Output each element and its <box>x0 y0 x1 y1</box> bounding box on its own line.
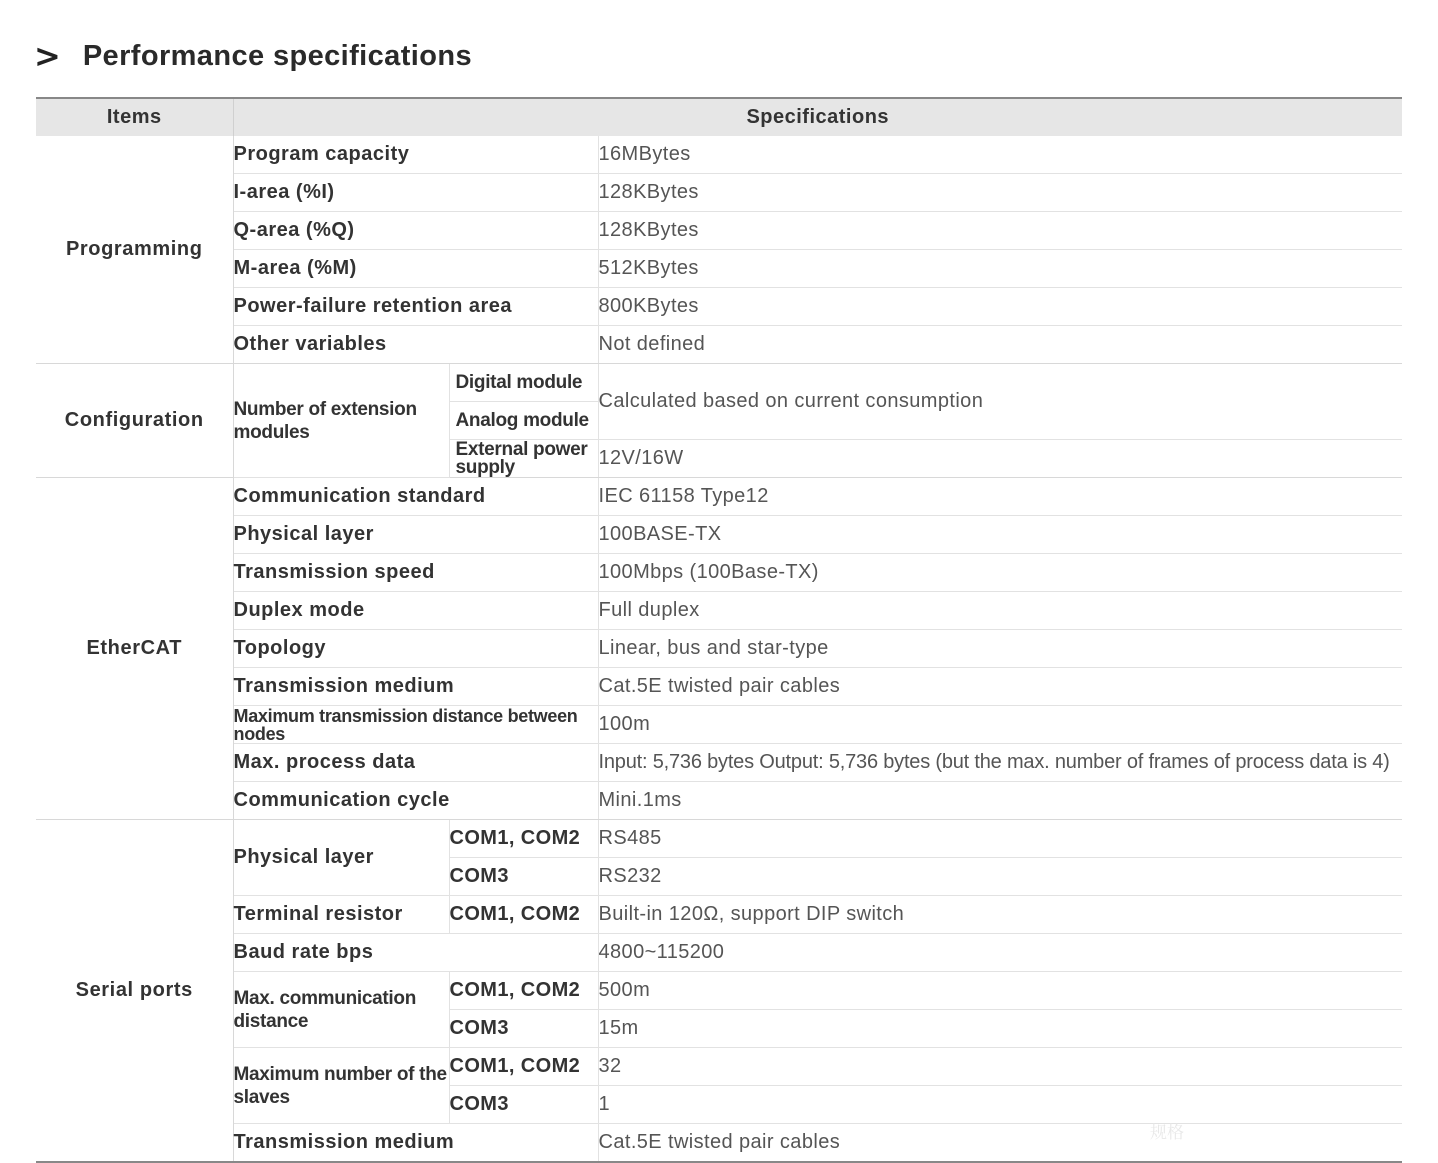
table-row <box>36 136 1402 174</box>
spec-item: Physical layer <box>233 516 598 554</box>
spec-value: 100m <box>598 706 1402 744</box>
table-row <box>36 364 1402 402</box>
table-row <box>36 744 1402 782</box>
spec-value: Linear, bus and star-type <box>598 630 1402 668</box>
table-row <box>36 782 1402 820</box>
header-items: Items <box>36 98 233 136</box>
spec-value: 1 <box>598 1086 1402 1124</box>
spec-item: Power-failure retention area <box>233 288 598 326</box>
spec-value: 100BASE-TX <box>598 516 1402 554</box>
spec-value: 128KBytes <box>598 174 1402 212</box>
performance-spec-table <box>36 97 1402 1163</box>
spec-item: Physical layer <box>233 820 449 896</box>
spec-value: 12V/16W <box>598 440 1402 478</box>
page-title-text: Performance specifications <box>82 39 472 72</box>
spec-value: 500m <box>598 972 1402 1010</box>
spec-item: Transmission medium <box>233 1124 598 1163</box>
table-row <box>36 288 1402 326</box>
spec-value: Calculated based on current consumption <box>598 364 1402 440</box>
spec-item: Other variables <box>233 326 598 364</box>
spec-item: Communication standard <box>233 478 598 516</box>
spec-item: Transmission medium <box>233 668 598 706</box>
table-row <box>36 972 1402 1010</box>
watermark: 规格 <box>1150 1123 1184 1142</box>
spec-item-extension-modules: Number of extension modules <box>233 364 449 478</box>
spec-subitem: COM1, COM2 <box>449 820 598 858</box>
table-row <box>36 934 1402 972</box>
table-row <box>36 478 1402 516</box>
spec-item: Maximum transmission distance between nodes <box>233 706 598 744</box>
spec-value: Full duplex <box>598 592 1402 630</box>
spec-value: Not defined <box>598 326 1402 364</box>
spec-value: 800KBytes <box>598 288 1402 326</box>
spec-item: Program capacity <box>233 136 598 174</box>
table-row <box>36 174 1402 212</box>
category-programming: Programming <box>36 136 233 364</box>
table-row <box>36 326 1402 364</box>
spec-value: Built-in 120Ω, support DIP switch <box>598 896 1402 934</box>
spec-value: 32 <box>598 1048 1402 1086</box>
spec-subitem: Digital module <box>449 364 598 402</box>
spec-value: Cat.5E twisted pair cables <box>598 668 1402 706</box>
table-row <box>36 592 1402 630</box>
spec-subitem: Analog module <box>449 402 598 440</box>
spec-item: Q-area (%Q) <box>233 212 598 250</box>
table-header-row <box>36 98 1402 136</box>
category-configuration: Configuration <box>36 364 233 478</box>
table-row <box>36 668 1402 706</box>
spec-value: Cat.5E twisted pair cables <box>598 1124 1402 1163</box>
spec-item: Topology <box>233 630 598 668</box>
spec-item: Max. communication distance <box>233 972 449 1048</box>
spec-subitem: COM3 <box>449 1010 598 1048</box>
spec-item: Duplex mode <box>233 592 598 630</box>
category-ethercat: EtherCAT <box>36 478 233 820</box>
spec-subitem: COM3 <box>449 858 598 896</box>
table-row <box>36 820 1402 858</box>
table-row <box>36 554 1402 592</box>
spec-value: IEC 61158 Type12 <box>598 478 1402 516</box>
table-row <box>36 1124 1402 1163</box>
spec-value: RS232 <box>598 858 1402 896</box>
table-row <box>36 706 1402 744</box>
category-serial-ports: Serial ports <box>36 820 233 1163</box>
spec-item: Communication cycle <box>233 782 598 820</box>
spec-value: Input: 5,736 bytes Output: 5,736 bytes (but the max. number of frames of process data is 4) <box>598 744 1402 782</box>
spec-item: Maximum number of the slaves <box>233 1048 449 1124</box>
spec-value: 4800~115200 <box>598 934 1402 972</box>
page-title <box>34 36 472 76</box>
spec-value: Mini.1ms <box>598 782 1402 820</box>
spec-value: 16MBytes <box>598 136 1402 174</box>
table-row <box>36 250 1402 288</box>
spec-item: Max. process data <box>233 744 598 782</box>
chevron-right-icon: > <box>34 37 61 75</box>
spec-value: 512KBytes <box>598 250 1402 288</box>
header-specifications: Specifications <box>233 98 1402 136</box>
table-row <box>36 896 1402 934</box>
spec-item: M-area (%M) <box>233 250 598 288</box>
spec-subitem: External power supply <box>449 440 598 478</box>
table-row <box>36 212 1402 250</box>
spec-item: Baud rate bps <box>233 934 598 972</box>
spec-item: Transmission speed <box>233 554 598 592</box>
table-row <box>36 1048 1402 1086</box>
spec-subitem: COM3 <box>449 1086 598 1124</box>
spec-subitem: COM1, COM2 <box>449 1048 598 1086</box>
spec-item: Terminal resistor <box>233 896 449 934</box>
spec-value: RS485 <box>598 820 1402 858</box>
spec-item: I-area (%I) <box>233 174 598 212</box>
spec-subitem: COM1, COM2 <box>449 972 598 1010</box>
spec-value: 15m <box>598 1010 1402 1048</box>
spec-subitem: COM1, COM2 <box>449 896 598 934</box>
table-row <box>36 516 1402 554</box>
spec-value: 128KBytes <box>598 212 1402 250</box>
spec-value: 100Mbps (100Base-TX) <box>598 554 1402 592</box>
table-row <box>36 630 1402 668</box>
